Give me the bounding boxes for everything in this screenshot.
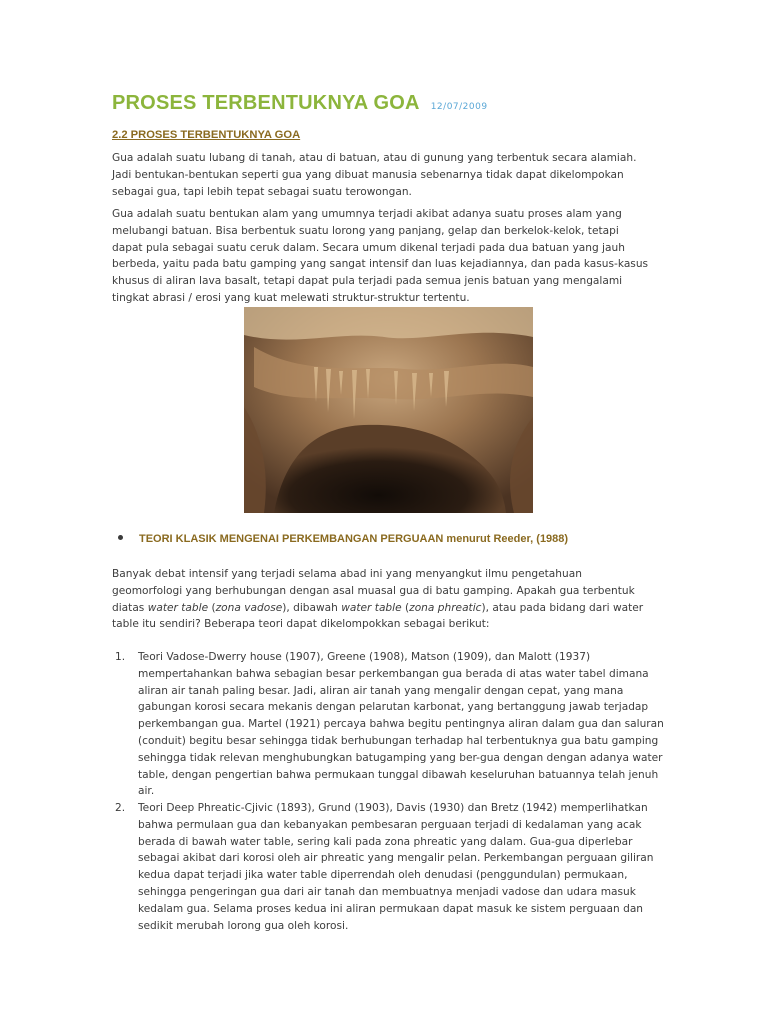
debate-text-1: Banyak debat intensif yang terjadi selama abad ini yang menyangkut ilmu pengetahuan geomorfologi yang berhubungan dengan asal muasal gua di batu gamping. Apakah gua terbentuk diatas xyxy=(112,568,635,614)
post-date: 12/07/2009 xyxy=(430,102,488,112)
theory-list-1 xyxy=(112,649,676,800)
debate-text-4: ( xyxy=(401,601,410,614)
debate-text-5: ), atau pada bidang dari water table itu sendiri? Beberapa teori dapat dikelompokkan sebagai berikut: xyxy=(112,601,644,631)
debate-text-2: ( xyxy=(208,601,216,614)
list-item xyxy=(112,800,676,934)
list-number: 2. xyxy=(115,802,126,814)
bullet-icon xyxy=(118,535,123,540)
debate-text-3: ), dibawah xyxy=(282,601,342,614)
paragraph-debate xyxy=(112,566,652,633)
list-number: 1. xyxy=(115,651,126,663)
theory-heading-suffix: menurut Reeder, (1988) xyxy=(446,533,569,545)
cave-photo xyxy=(244,307,533,513)
title-row xyxy=(112,92,488,115)
theory-list-2 xyxy=(112,800,676,934)
debate-italic-3: water table xyxy=(341,601,402,614)
paragraph-definition: Gua adalah suatu lubang di tanah, atau di batuan, atau di gunung yang terbentuk secara alamiah. Jadi bentukan-bentukan seperti gua yang dibuat manusia sebenarnya tidak dapat dikelompokan sebagai gua, tapi lebih tepat sebagai suatu terowongan. xyxy=(112,152,637,198)
debate-italic-2: zona vadose xyxy=(215,601,283,614)
theory-heading xyxy=(112,533,568,545)
list-item xyxy=(112,649,676,800)
theory-heading-text: TEORI KLASIK MENGENAI PERKEMBANGAN PERGUAAN xyxy=(139,533,444,545)
section-subtitle: 2.2 PROSES TERBENTUKNYA GOA xyxy=(112,129,301,141)
list-item-text: Teori Vadose-Dwerry house (1907), Greene (1908), Matson (1909), dan Malott (1937) mempertahankan bahwa sebagian besar perkembangan gua berada di atas water tabel dimana aliran air tanah paling besar. Jadi, aliran air tanah yang mengalir dengan cepat, yang mana gabungan korosi secara mekanis dengan pelarutan karbonat, yang bertanggung jawab terjadap perkembangan gua. Martel (1921) percaya bahwa begitu pentingnya aliran dalam gua dan saluran (conduit) begitu besar sehingga tidak berhubungan terhadap hal terbentuknya gua batu gamping sehingga tidak relevan menghubungkan batugamping yang ber-gua dengan dengan adanya water table, dengan pengertian bahwa permukaan tunggal dibawah keseluruhan batuannya telah jenuh air. xyxy=(138,651,664,798)
debate-italic-1: water table xyxy=(147,601,209,614)
page-title: PROSES TERBENTUKNYA GOA xyxy=(112,92,420,114)
paragraph-formation: Gua adalah suatu bentukan alam yang umumnya terjadi akibat adanya suatu proses alam yang melubangi batuan. Bisa berbentuk suatu lorong yang panjang, gelap dan berkelok-kelok, tetapi dapat pula sebagai suatu ceruk dalam. Secara umum dikenal terjadi pada dua batuan yang jauh berbeda, yaitu pada batu gamping yang sangat intensif dan luas kejadiannya, dan pada kasus-kasus khusus di aliran lava basalt, tetapi dapat pula terjadi pada semua jenis batuan yang mengalami tingkat abrasi / erosi yang kuat melewati struktur-struktur tertentu. xyxy=(112,208,649,304)
debate-italic-4: zona phreatic xyxy=(409,601,482,614)
list-item-text: Teori Deep Phreatic-Cjivic (1893), Grund (1903), Davis (1930) dan Bretz (1942) memperlihatkan bahwa permulaan gua dan kebanyakan pembesaran perguaan terjadi di kedalaman yang acak berada di bawah water table, sering kali pada zona phreatic yang dalam. Gua-gua diperlebar sebagai akibat dari korosi oleh air phreatic yang mengalir pelan. Perkembangan perguaan giliran kedua dapat terjadi jika water table diperrendah oleh denudasi (penggundulan) permukaan, sehingga pengeringan gua dari air tanah dan membuatnya menjadi vadose dan udara masuk kedalam gua. Selama proses kedua ini aliran permukaan dapat masuk ke sistem perguaan dan sedikit merubah lorong gua oleh korosi. xyxy=(138,802,654,932)
